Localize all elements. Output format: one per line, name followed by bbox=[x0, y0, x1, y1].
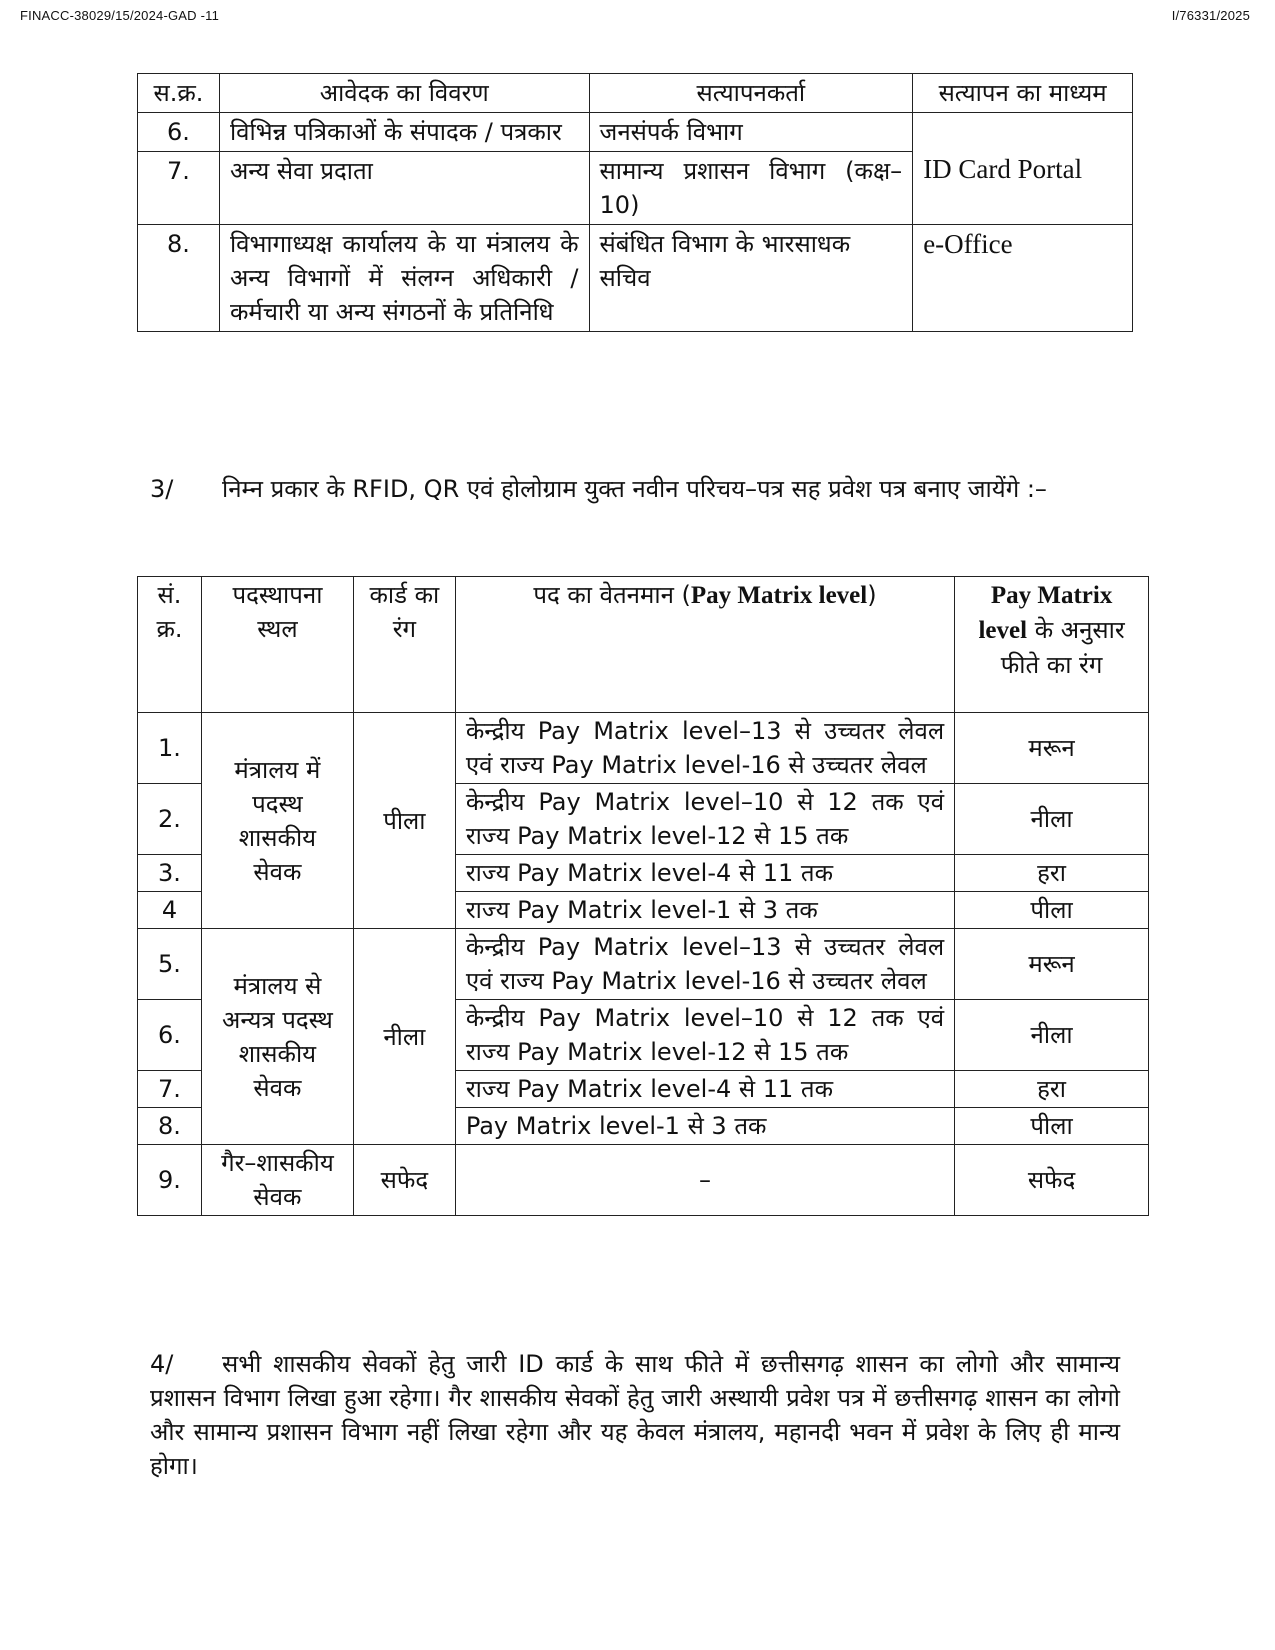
row-sn: 2. bbox=[138, 784, 202, 855]
row-card-color: नीला bbox=[353, 929, 455, 1145]
table-row bbox=[138, 113, 1133, 152]
row-verifier: संबंधित विभाग के भारसाधक सचिव bbox=[589, 225, 913, 332]
paragraph-number: 4/ bbox=[150, 1350, 174, 1378]
paragraph-text: सभी शासकीय सेवकों हेतु जारी ID कार्ड के साथ फीते में छत्तीसगढ़ शासन का लोगो और सामान्य प्रशासन विभाग लिखा हुआ रहेगा। गैर शासकीय सेवकों हेतु जारी अस्थायी प्रवेश पत्र में छत्तीसगढ़ शासन का लोगो और सामान्य प्रशासन विभाग नहीं लिखा रहेगा और यह केवल मंत्रालय, महानदी भवन में प्रवेश के लिए ही मान्य होगा। bbox=[150, 1350, 1120, 1480]
row-pay-scale: राज्य Pay Matrix level-4 से 11 तक bbox=[455, 1071, 954, 1108]
paragraph-number: 3/ bbox=[150, 475, 174, 503]
header-pay-scale-suffix: ) bbox=[867, 581, 877, 609]
table-row bbox=[138, 1145, 1149, 1216]
table-row bbox=[138, 225, 1133, 332]
id-card-table bbox=[137, 576, 1149, 1216]
row-sn: 7. bbox=[138, 1071, 202, 1108]
table-row bbox=[138, 713, 1149, 784]
header-sn: स.क्र. bbox=[138, 74, 220, 113]
row-sn: 7. bbox=[138, 152, 220, 225]
header-applicant: आवेदक का विवरण bbox=[219, 74, 589, 113]
file-number: FINACC-38029/15/2024-GAD -11 bbox=[20, 8, 220, 23]
receipt-number: I/76331/2025 bbox=[1171, 8, 1250, 23]
row-pay-scale: केन्द्रीय Pay Matrix level–10 से 12 तक एवं राज्य Pay Matrix level-12 से 15 तक bbox=[455, 784, 954, 855]
table-header-row bbox=[138, 74, 1133, 113]
paragraph-text: निम्न प्रकार के RFID, QR एवं होलोग्राम युक्त नवीन परिचय–पत्र सह प्रवेश पत्र बनाए जायेंगे :– bbox=[222, 475, 1047, 503]
row-sn: 6. bbox=[138, 113, 220, 152]
row-pay-scale: राज्य Pay Matrix level-1 से 3 तक bbox=[455, 892, 954, 929]
row-ribbon: नीला bbox=[955, 784, 1149, 855]
row-ribbon: मरून bbox=[955, 929, 1149, 1000]
paragraph-4 bbox=[150, 1347, 1120, 1483]
row-place: मंत्रालय से अन्यत्र पदस्थ शासकीय सेवक bbox=[201, 929, 353, 1145]
row-ribbon: सफेद bbox=[955, 1145, 1149, 1216]
header-pay-scale bbox=[455, 577, 954, 713]
header-ribbon-bold: Pay Matrix level bbox=[978, 582, 1113, 644]
row-sn: 3. bbox=[138, 855, 202, 892]
row-ribbon: मरून bbox=[955, 713, 1149, 784]
row-ribbon: हरा bbox=[955, 1071, 1149, 1108]
table-header-row bbox=[138, 577, 1149, 713]
row-sn: 4 bbox=[138, 892, 202, 929]
row-verifier: जनसंपर्क विभाग bbox=[589, 113, 913, 152]
row-ribbon: नीला bbox=[955, 1000, 1149, 1071]
header-ribbon-color bbox=[955, 577, 1149, 713]
header-card-color: कार्ड का रंग bbox=[353, 577, 455, 713]
table-row bbox=[138, 929, 1149, 1000]
row-place: मंत्रालय में पदस्थ शासकीय सेवक bbox=[201, 713, 353, 929]
row-medium: e-Office bbox=[913, 225, 1133, 332]
verification-table bbox=[137, 73, 1133, 332]
row-sn: 8. bbox=[138, 225, 220, 332]
row-applicant: विभिन्न पत्रिकाओं के संपादक / पत्रकार bbox=[219, 113, 589, 152]
header-verifier: सत्यापनकर्ता bbox=[589, 74, 913, 113]
row-ribbon: पीला bbox=[955, 1108, 1149, 1145]
header-ribbon-rest: के अनुसार फीते का रंग bbox=[1000, 616, 1125, 679]
row-sn: 6. bbox=[138, 1000, 202, 1071]
row-verifier: सामान्य प्रशासन विभाग (कक्ष–10) bbox=[589, 152, 913, 225]
row-pay-scale: राज्य Pay Matrix level-4 से 11 तक bbox=[455, 855, 954, 892]
row-pay-scale: – bbox=[455, 1145, 954, 1216]
row-pay-scale: केन्द्रीय Pay Matrix level–13 से उच्चतर लेवल एवं राज्य Pay Matrix level-16 से उच्चतर लेवल bbox=[455, 929, 954, 1000]
row-card-color: सफेद bbox=[353, 1145, 455, 1216]
header-sn: सं. क्र. bbox=[138, 577, 202, 713]
row-ribbon: हरा bbox=[955, 855, 1149, 892]
row-sn: 5. bbox=[138, 929, 202, 1000]
row-pay-scale: केन्द्रीय Pay Matrix level–10 से 12 तक एवं राज्य Pay Matrix level-12 से 15 तक bbox=[455, 1000, 954, 1071]
header-medium: सत्यापन का माध्यम bbox=[913, 74, 1133, 113]
paragraph-3 bbox=[150, 472, 1120, 506]
row-applicant: विभागाध्यक्ष कार्यालय के या मंत्रालय के अन्य विभागों में संलग्न अधिकारी / कर्मचारी या अन्य संगठनों के प्रतिनिधि bbox=[219, 225, 589, 332]
row-sn: 8. bbox=[138, 1108, 202, 1145]
row-pay-scale: Pay Matrix level-1 से 3 तक bbox=[455, 1108, 954, 1145]
row-pay-scale: केन्द्रीय Pay Matrix level–13 से उच्चतर लेवल एवं राज्य Pay Matrix level-16 से उच्चतर लेवल bbox=[455, 713, 954, 784]
row-sn: 1. bbox=[138, 713, 202, 784]
row-medium: ID Card Portal bbox=[913, 113, 1133, 225]
row-sn: 9. bbox=[138, 1145, 202, 1216]
row-place: गैर–शासकीय सेवक bbox=[201, 1145, 353, 1216]
header-place: पदस्थापना स्थल bbox=[201, 577, 353, 713]
row-card-color: पीला bbox=[353, 713, 455, 929]
row-ribbon: पीला bbox=[955, 892, 1149, 929]
header-pay-scale-bold: Pay Matrix level bbox=[690, 582, 868, 609]
header-pay-scale-prefix: पद का वेतनमान ( bbox=[533, 581, 691, 609]
row-applicant: अन्य सेवा प्रदाता bbox=[219, 152, 589, 225]
